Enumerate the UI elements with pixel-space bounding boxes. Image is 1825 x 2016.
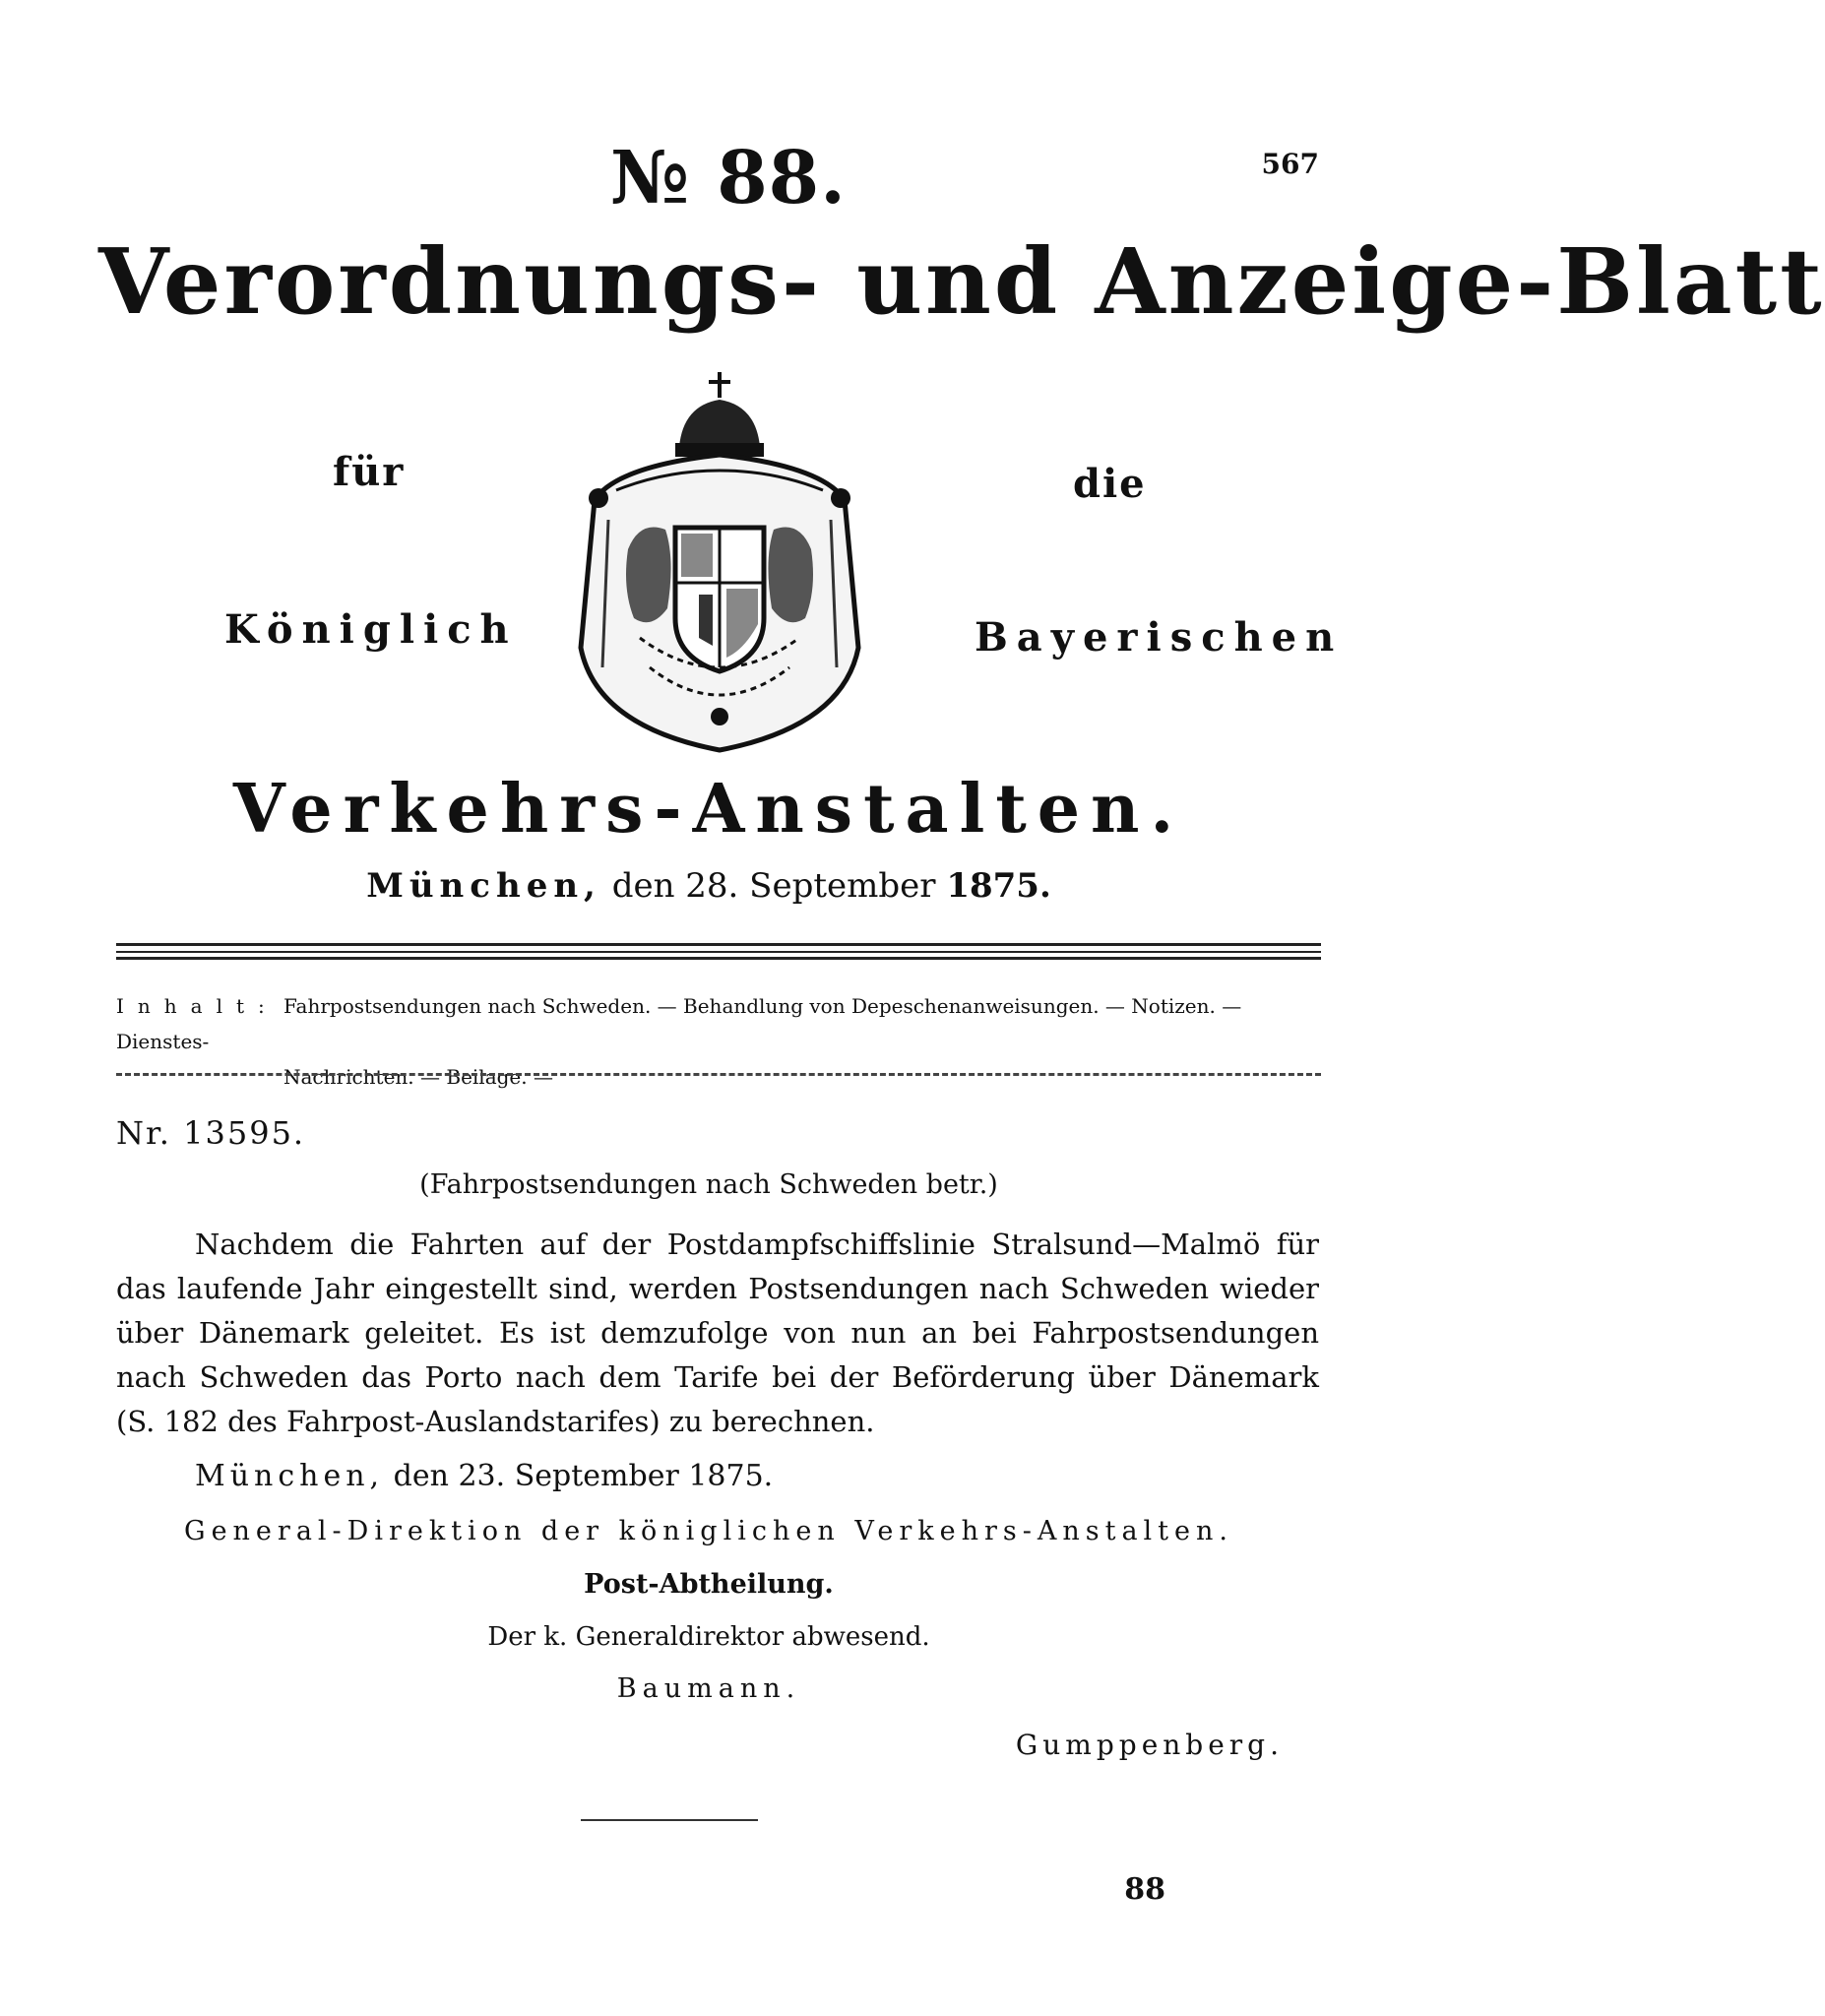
- side-text-koeniglich: Königlich: [224, 606, 518, 653]
- signatory-name: Baumann.: [616, 1673, 801, 1704]
- dateline-year: 1875.: [946, 866, 1051, 906]
- side-text-die: die: [1073, 461, 1147, 507]
- signature-dateline: [195, 1459, 773, 1493]
- sheet-number: 88: [1124, 1872, 1165, 1907]
- article-subject: (Fahrpostsendungen nach Schweden betr.): [419, 1169, 998, 1200]
- divider-rule-middle: [116, 951, 1321, 953]
- signature-date: den 23. September 1875.: [393, 1459, 774, 1493]
- bavarian-coat-of-arms-icon: [577, 372, 862, 756]
- dateline-city: München,: [366, 866, 601, 906]
- table-of-contents: [116, 988, 1321, 1095]
- department-name: Post-Abtheilung.: [584, 1569, 834, 1600]
- article-number: Nr. 13595.: [116, 1114, 306, 1152]
- countersignatory-name: Gumppenberg.: [1015, 1729, 1284, 1761]
- contents-line-1: Fahrpostsendungen nach Schweden. — Behandlung von Depeschenanweisungen. — Notizen. — Dienstes-: [116, 994, 1242, 1053]
- divider-rule-bottom: [116, 957, 1321, 960]
- issue-number: № 88.: [610, 136, 847, 220]
- contents-line-2: Nachrichten. — Beilage. —: [283, 1065, 553, 1089]
- article-body: Nachdem die Fahrten auf der Postdampfschiffslinie Stralsund—Malmö für das laufende Jahr eingestellt sind, werden Postsendungen nach Schweden wieder über Dänemark geleitet. Es ist demzufolge von nun an bei Fahrpostsendungen nach Schweden das Porto nach dem Tarife bei der Beförderung über Dänemark (S. 182 des Fahrpost-Auslandstarifes) zu berechnen.: [116, 1228, 1319, 1438]
- side-text-fuer: für: [333, 449, 406, 495]
- contents-label: Inhalt:: [116, 994, 279, 1018]
- divider-rule-top: [116, 943, 1321, 946]
- end-rule: [581, 1819, 758, 1821]
- contents-divider: [116, 1073, 1321, 1076]
- issue-dateline: [98, 866, 1319, 906]
- issuing-authority: General-Direktion der königlichen Verkehrs-Anstalten.: [184, 1516, 1233, 1546]
- absence-note: Der k. Generaldirektor abwesend.: [487, 1622, 930, 1652]
- agency-title: Verkehrs-Anstalten.: [232, 770, 1185, 849]
- signature-city: München,: [195, 1459, 385, 1493]
- side-text-bayerischen: Bayerischen: [975, 614, 1344, 661]
- masthead-title: Verordnungs- und Anzeige-Blatt: [98, 228, 1825, 335]
- dateline-date: den 28. September: [611, 866, 936, 906]
- page-number: 567: [1261, 148, 1319, 180]
